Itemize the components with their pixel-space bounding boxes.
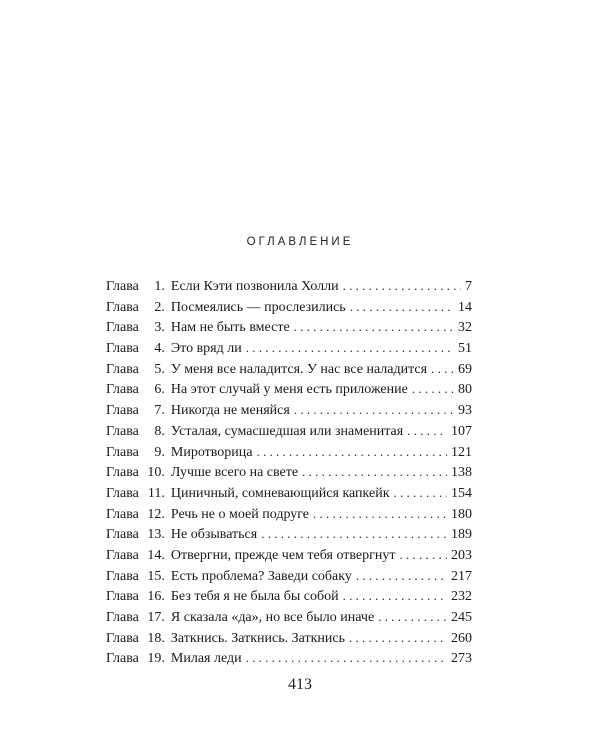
chapter-title: Циничный, сомневающийся капкейк	[170, 485, 390, 501]
toc-entry[interactable]	[106, 628, 472, 649]
table-of-contents	[106, 276, 472, 669]
chapter-page: 69	[458, 361, 472, 377]
chapter-page: 107	[451, 423, 472, 439]
dot-leader	[246, 648, 447, 669]
toc-entry[interactable]	[106, 607, 472, 628]
chapter-title: Лучше всего на свете	[170, 465, 299, 481]
dot-leader	[394, 483, 447, 504]
chapter-title: Никогда не меняйся	[170, 403, 290, 419]
chapter-word: Глава	[106, 589, 139, 605]
dot-leader	[246, 338, 454, 359]
chapter-number: 5.	[154, 361, 165, 377]
dot-leader	[431, 359, 454, 380]
chapter-word: Глава	[106, 465, 139, 481]
dot-leader	[378, 607, 447, 628]
chapter-page: 273	[451, 651, 472, 667]
chapter-title: Миротворица	[170, 444, 253, 460]
dot-leader	[350, 297, 454, 318]
chapter-word: Глава	[106, 423, 139, 439]
chapter-page: 93	[458, 403, 472, 419]
chapter-number: 16.	[147, 589, 165, 605]
chapter-number: 8.	[154, 423, 165, 439]
chapter-title: Нам не быть вместе	[170, 320, 290, 336]
chapter-title: Если Кэти позвонила Холли	[170, 279, 339, 294]
chapter-number: 4.	[154, 341, 165, 357]
toc-entry[interactable]	[106, 297, 472, 318]
dot-leader	[302, 462, 447, 483]
dot-leader	[349, 628, 447, 649]
toc-entry[interactable]	[106, 483, 472, 504]
chapter-title: Это вряд ли	[170, 341, 242, 357]
chapter-number: 15.	[147, 568, 165, 584]
chapter-word: Глава	[106, 527, 139, 543]
toc-entry[interactable]	[106, 524, 472, 545]
chapter-title: Без тебя я не была бы собой	[170, 589, 339, 605]
chapter-number: 14.	[147, 547, 165, 563]
chapter-word: Глава	[106, 382, 139, 398]
chapter-word: Глава	[106, 444, 139, 460]
dot-leader	[356, 566, 447, 587]
toc-entry[interactable]	[106, 586, 472, 607]
chapter-number: 6.	[154, 382, 165, 398]
dot-leader	[294, 400, 454, 421]
dot-leader	[313, 504, 447, 525]
chapter-title: Речь не о моей подруге	[170, 506, 310, 522]
chapter-page: 232	[451, 589, 472, 605]
toc-entry[interactable]	[106, 317, 472, 338]
chapter-page: 7	[465, 279, 472, 294]
chapter-page: 154	[451, 485, 472, 501]
chapter-title: Не обзываться	[170, 527, 258, 543]
chapter-number: 19.	[147, 651, 165, 667]
chapter-number: 13.	[147, 527, 165, 543]
chapter-word: Глава	[106, 506, 139, 522]
chapter-title: Я сказала «да», но все было иначе	[170, 610, 375, 625]
chapter-page: 245	[451, 610, 472, 625]
chapter-word: Глава	[106, 361, 139, 377]
chapter-word: Глава	[106, 299, 139, 315]
chapter-page: 203	[451, 547, 472, 563]
dot-leader	[400, 545, 448, 566]
chapter-word: Глава	[106, 547, 139, 563]
chapter-word: Глава	[106, 568, 139, 584]
chapter-number: 12.	[147, 506, 165, 522]
chapter-title: Посмеялись — прослезились	[170, 299, 346, 315]
dot-leader	[256, 442, 447, 463]
chapter-page: 180	[451, 506, 472, 522]
chapter-word: Глава	[106, 485, 139, 501]
toc-entry[interactable]	[106, 338, 472, 359]
toc-entry[interactable]	[106, 462, 472, 483]
chapter-page: 260	[451, 630, 472, 646]
chapter-page: 32	[458, 320, 472, 336]
dot-leader	[261, 524, 447, 545]
chapter-page: 138	[451, 465, 472, 481]
toc-heading: ОГЛАВЛЕНИЕ	[246, 236, 354, 248]
dot-leader	[294, 317, 454, 338]
chapter-page: 189	[451, 527, 472, 543]
chapter-number: 9.	[154, 444, 165, 460]
dot-leader	[412, 379, 454, 400]
chapter-title: Заткнись. Заткнись. Заткнись	[170, 630, 345, 646]
chapter-page: 80	[458, 382, 472, 398]
chapter-number: 3.	[154, 320, 165, 336]
chapter-word: Глава	[106, 610, 139, 625]
toc-entry[interactable]	[106, 566, 472, 587]
chapter-word: Глава	[106, 320, 139, 336]
toc-entry[interactable]	[106, 648, 472, 669]
chapter-word: Глава	[106, 651, 139, 667]
toc-entry[interactable]	[106, 359, 472, 380]
chapter-word: Глава	[106, 630, 139, 646]
dot-leader	[407, 421, 447, 442]
chapter-title: У меня все наладится. У нас все наладится	[170, 361, 428, 377]
dot-leader	[343, 586, 447, 607]
toc-entry[interactable]	[106, 400, 472, 421]
chapter-word: Глава	[106, 403, 139, 419]
dot-leader	[343, 276, 461, 297]
chapter-number: 10.	[147, 465, 165, 481]
chapter-number: 1.	[154, 279, 165, 294]
chapter-number: 17.	[147, 610, 165, 625]
chapter-title: Отвергни, прежде чем тебя отвергнут	[170, 547, 396, 563]
toc-entry[interactable]	[106, 442, 472, 463]
toc-entry[interactable]	[106, 421, 472, 442]
chapter-title: Милая леди	[170, 651, 242, 667]
chapter-title: Усталая, сумасшедшая или знаменитая	[170, 423, 404, 439]
chapter-page: 217	[451, 568, 472, 584]
chapter-number: 11.	[147, 485, 165, 501]
chapter-page: 14	[458, 299, 472, 315]
chapter-title: Есть проблема? Заведи собаку	[170, 568, 352, 584]
chapter-page: 121	[451, 444, 472, 460]
chapter-number: 18.	[147, 630, 165, 646]
chapter-number: 7.	[154, 403, 165, 419]
toc-entry[interactable]	[106, 276, 472, 297]
chapter-page: 51	[458, 341, 472, 357]
chapter-number: 2.	[154, 299, 165, 315]
toc-entry[interactable]	[106, 545, 472, 566]
toc-entry[interactable]	[106, 504, 472, 525]
chapter-word: Глава	[106, 279, 139, 294]
chapter-word: Глава	[106, 341, 139, 357]
page-number: 413	[288, 676, 312, 693]
toc-entry[interactable]	[106, 379, 472, 400]
chapter-title: На этот случай у меня есть приложение	[170, 382, 408, 398]
